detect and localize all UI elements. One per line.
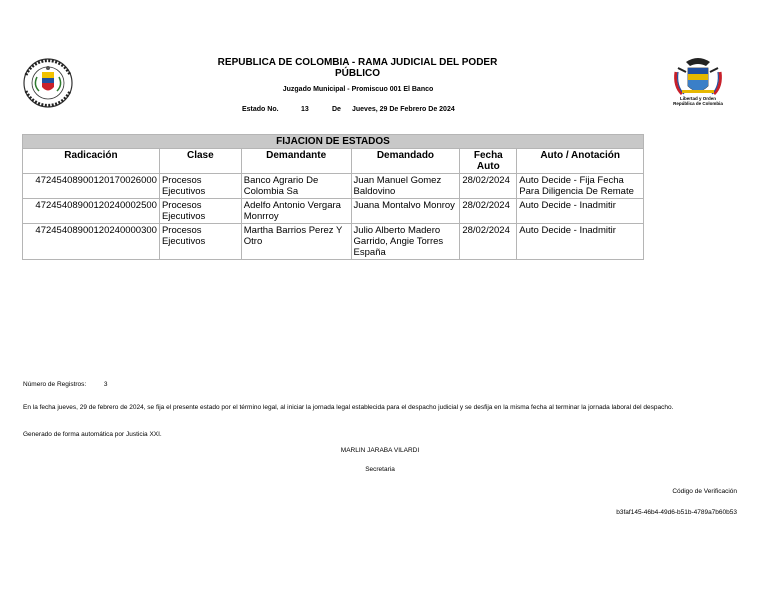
fijacion-estados-table	[22, 134, 644, 260]
estado-date: Jueves, 29 De Febrero De 2024	[352, 106, 455, 113]
cell-fecha-auto: 28/02/2024	[460, 199, 517, 224]
registros-count	[23, 381, 107, 388]
estado-number: 13	[301, 106, 309, 113]
table-caption: FIJACION DE ESTADOS	[23, 135, 644, 149]
signer-role: Secretaria	[365, 466, 395, 473]
cell-demandado: Juana Montalvo Monroy	[351, 199, 460, 224]
cell-fecha-auto: 28/02/2024	[460, 174, 517, 199]
cell-demandante: Banco Agrario De Colombia Sa	[241, 174, 351, 199]
verification-code-label: Código de Verificación	[672, 488, 737, 495]
column-header-radicacion: Radicación	[23, 149, 160, 174]
seal-caption-liberty: Libertad y Orden República de Colombia	[673, 96, 723, 106]
column-header-fecha-auto: Fecha Auto	[460, 149, 517, 174]
cell-clase: Procesos Ejecutivos	[159, 224, 241, 260]
cell-clase: Procesos Ejecutivos	[159, 174, 241, 199]
generated-note: Generado de forma automática por Justicia XXI.	[23, 431, 162, 438]
column-header-anotacion: Auto / Anotación	[517, 149, 644, 174]
cell-clase: Procesos Ejecutivos	[159, 199, 241, 224]
title-line-1: REPUBLICA DE COLOMBIA - RAMA JUDICIAL DEL PODER	[217, 57, 498, 68]
cell-radicacion: 47245408900120240000300	[23, 224, 160, 260]
cell-fecha-auto: 28/02/2024	[460, 224, 517, 260]
column-header-demandado: Demandado	[351, 149, 460, 174]
court-name: Juzgado Municipal - Promiscuo 001 El Banco	[282, 86, 434, 93]
cell-demandante: Martha Barrios Perez Y Otro	[241, 224, 351, 260]
cell-anotacion: Auto Decide - Inadmitir	[517, 224, 644, 260]
table-row	[23, 199, 644, 224]
table-row	[23, 224, 644, 260]
de-label: De	[332, 106, 341, 113]
signer-name: MARLIN JARABA VILARDI	[340, 447, 420, 454]
table-row	[23, 174, 644, 199]
title-line-2: PÚBLICO	[335, 68, 380, 79]
cell-anotacion: Auto Decide - Fija Fecha Para Diligencia De Remate	[517, 174, 644, 199]
registros-label: Número de Registros:	[23, 381, 87, 388]
cell-anotacion: Auto Decide - Inadmitir	[517, 199, 644, 224]
column-header-demandante: Demandante	[241, 149, 351, 174]
cell-radicacion: 47245408900120170026000	[23, 174, 160, 199]
cell-radicacion: 47245408900120240002500	[23, 199, 160, 224]
fijacion-paragraph: En la fecha jueves, 29 de febrero de 2024, se fija el presente estado por el término legal, al iniciar la jornada legal establecida para el despacho judicial y se desfija en la misma fecha al terminar la jornada laboral del despacho.	[23, 404, 674, 411]
verification-code-value: b3faf145-46b4-49d6-b51b-4789a7b60b53	[616, 509, 737, 516]
estado-label: Estado No.	[242, 106, 279, 113]
cell-demandado: Julio Alberto Madero Garrido, Angie Torres España	[351, 224, 460, 260]
registros-value: 3	[103, 381, 108, 388]
column-header-clase: Clase	[159, 149, 241, 174]
cell-demandante: Adelfo Antonio Vergara Monrroy	[241, 199, 351, 224]
cell-demandado: Juan Manuel Gomez Baldovino	[351, 174, 460, 199]
rama-judicial-seal-icon	[18, 57, 78, 109]
page-title	[210, 57, 505, 79]
